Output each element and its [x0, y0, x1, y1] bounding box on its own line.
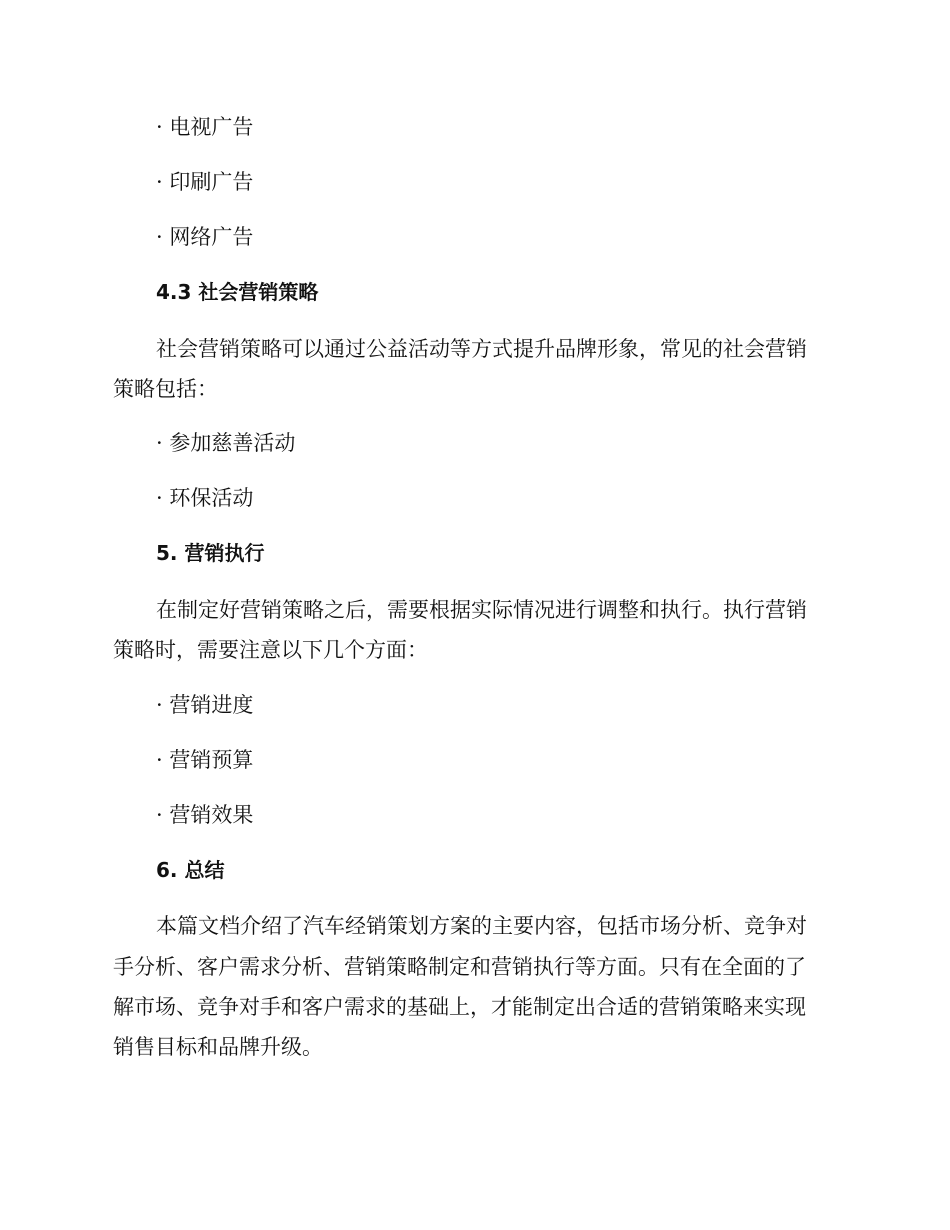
- list-item-progress: · 营销进度: [156, 693, 254, 717]
- paragraph-5-line-2: 策略时，需要注意以下几个方面：: [113, 638, 428, 662]
- paragraph-5-line-1: 在制定好营销策略之后，需要根据实际情况进行调整和执行。执行营销: [156, 598, 807, 622]
- list-item-online-ad: · 网络广告: [156, 225, 254, 249]
- list-item-environment: · 环保活动: [156, 486, 254, 510]
- paragraph-6-line-1: 本篇文档介绍了汽车经销策划方案的主要内容，包括市场分析、竞争对: [156, 914, 807, 938]
- paragraph-6-line-2: 手分析、客户需求分析、营销策略制定和营销执行等方面。只有在全面的了: [113, 955, 806, 979]
- list-item-budget: · 营销预算: [156, 748, 254, 772]
- list-item-charity: · 参加慈善活动: [156, 431, 296, 455]
- heading-4-3: 4.3 社会营销策略: [156, 280, 319, 304]
- list-item-tv-ad: · 电视广告: [156, 115, 254, 139]
- heading-5: 5. 营销执行: [156, 541, 265, 565]
- heading-6: 6. 总结: [156, 858, 225, 882]
- paragraph-6-line-4: 销售目标和品牌升级。: [113, 1035, 323, 1059]
- list-item-effect: · 营销效果: [156, 803, 254, 827]
- paragraph-4-3-line-1: 社会营销策略可以通过公益活动等方式提升品牌形象，常见的社会营销: [156, 337, 807, 361]
- list-item-print-ad: · 印刷广告: [156, 170, 254, 194]
- paragraph-6-line-3: 解市场、竞争对手和客户需求的基础上，才能制定出合适的营销策略来实现: [113, 995, 806, 1019]
- paragraph-4-3-line-2: 策略包括：: [113, 377, 218, 401]
